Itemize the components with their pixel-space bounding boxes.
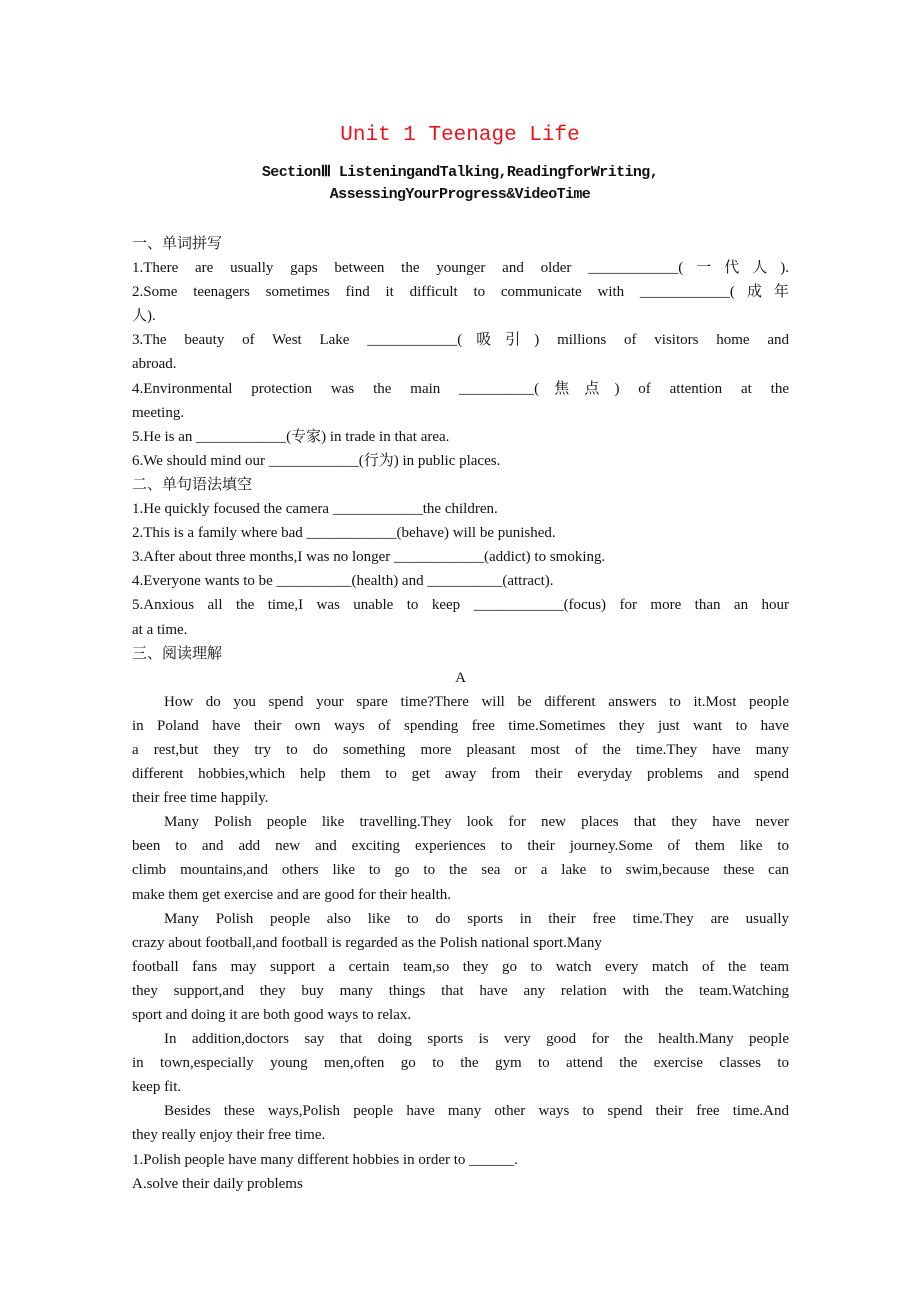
text-line: How do you spend your spare time?There will be different answers to it.Most people bbox=[164, 693, 789, 710]
text-line: Many Polish people also like to do sports in their free time.They are usually bbox=[164, 910, 789, 927]
text-line: abroad. bbox=[132, 356, 177, 373]
text-line: 5.He is an ____________(专家) in trade in that area. bbox=[132, 428, 450, 445]
text-line: a rest,but they try to do something more pleasant most of the time.They have many bbox=[132, 741, 789, 758]
text-line: 1.There are usually gaps between the younger and older ____________(一代人). bbox=[132, 260, 789, 277]
text-line: their free time happily. bbox=[132, 790, 269, 807]
text-line: 5.Anxious all the time,I was unable to keep ____________(focus) for more than an hour bbox=[132, 597, 789, 614]
document-title: Unit 1 Teenage Life bbox=[340, 124, 580, 147]
text-line: A bbox=[455, 669, 466, 686]
text-line: Many Polish people like travelling.They look for new places that they have never bbox=[164, 814, 789, 831]
text-line: at a time. bbox=[132, 621, 188, 638]
text-line: sport and doing it are both good ways to relax. bbox=[132, 1007, 412, 1023]
text-line: climb mountains,and others like to go to the sea or a lake to swim,because these can bbox=[132, 862, 789, 879]
text-line: make them get exercise and are good for their health. bbox=[132, 886, 452, 903]
text-line: 三、阅读理解 bbox=[132, 645, 223, 662]
section-subtitle-line-1: SectionⅢ ListeningandTalking,ReadingforWriting, bbox=[261, 164, 659, 181]
text-line: 2.Some teenagers sometimes find it difficult to communicate with ____________(成年 bbox=[132, 284, 789, 301]
text-line: been to and add new and exciting experiences to their journey.Some of them like to bbox=[132, 838, 789, 855]
text-line: keep fit. bbox=[132, 1079, 182, 1096]
text-line: 2.This is a family where bad ____________(behave) will be punished. bbox=[132, 525, 556, 542]
text-line: they support,and they buy many things that have any relation with the team.Watching bbox=[132, 982, 789, 999]
text-line: 二、单句语法填空 bbox=[132, 476, 253, 493]
text-line: meeting. bbox=[132, 404, 185, 421]
section-subtitle-line-2: AssessingYourProgress&VideoTime bbox=[329, 186, 591, 203]
text-line: in town,especially young men,often go to the gym to attend the exercise classes to bbox=[132, 1055, 789, 1072]
text-line: in Poland have their own ways of spending free time.Sometimes they just want to have bbox=[132, 717, 789, 734]
text-line: Besides these ways,Polish people have many other ways to spend their free time.And bbox=[164, 1103, 789, 1120]
text-line: A.solve their daily problems bbox=[132, 1175, 303, 1192]
text-line: In addition,doctors say that doing sports is very good for the health.Many people bbox=[164, 1031, 789, 1048]
text-line: different hobbies,which help them to get away from their everyday problems and spend bbox=[132, 766, 789, 783]
text-line: 6.We should mind our ____________(行为) in public places. bbox=[132, 452, 501, 469]
document-body bbox=[132, 232, 789, 1196]
text-line: they really enjoy their free time. bbox=[132, 1127, 326, 1144]
text-line: crazy about football,and football is regarded as the Polish national sport.Many bbox=[132, 934, 602, 951]
text-line: 4.Environmental protection was the main __________(焦点) of attention at the bbox=[132, 380, 789, 397]
text-line: 4.Everyone wants to be __________(health) and __________(attract). bbox=[132, 573, 554, 590]
text-line: football fans may support a certain team,so they go to watch every match of the team bbox=[132, 958, 789, 975]
text-line: 一、单词拼写 bbox=[132, 236, 223, 252]
text-line: 3.The beauty of West Lake ____________(吸引) millions of visitors home and bbox=[132, 332, 789, 349]
text-line: 人). bbox=[132, 308, 156, 325]
text-line: 1.Polish people have many different hobbies in order to ______. bbox=[132, 1151, 518, 1168]
text-line: 1.He quickly focused the camera ____________the children. bbox=[132, 501, 498, 518]
text-line: 3.After about three months,I was no longer ____________(addict) to smoking. bbox=[132, 549, 606, 566]
